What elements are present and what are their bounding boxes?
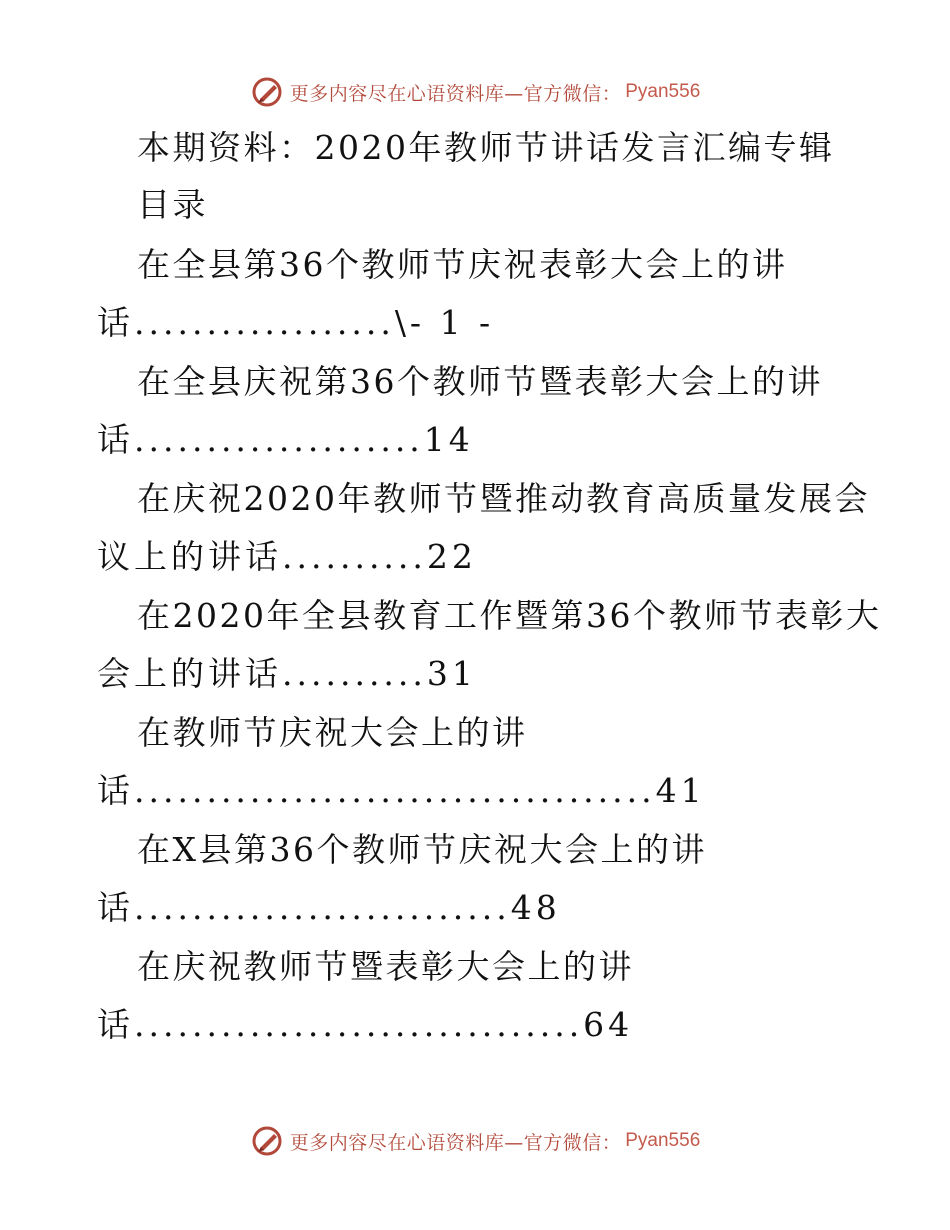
toc-entry-title: 在2020年全县教育工作暨第36个教师节表彰大 (137, 596, 882, 635)
document-title: 本期资料：2020年教师节讲话发言汇编专辑 (137, 128, 835, 167)
toc-entry-title: 在庆祝2020年教师节暨推动教育高质量发展会 (137, 479, 870, 518)
toc-entry-title: 在庆祝教师节暨表彰大会上的讲 (137, 947, 634, 986)
toc-heading: 目录 (137, 185, 208, 224)
watermark-text: 更多内容尽在心语资料库—官方微信： (289, 82, 622, 105)
toc-entry-leader: 话..........................48 (97, 888, 561, 927)
toc-entry-leader: 话....................................41 (97, 771, 706, 810)
toc-entry-leader: 话..................\- 1 - (97, 303, 495, 342)
toc-entry-title: 在全县庆祝第36个教师节暨表彰大会上的讲 (137, 362, 823, 401)
toc-entry-title: 在教师节庆祝大会上的讲 (137, 713, 528, 752)
toc-entry-leader: 议上的讲话..........22 (97, 537, 477, 576)
pen-logo-icon (250, 1124, 284, 1158)
toc-entry-leader: 会上的讲话..........31 (97, 654, 477, 693)
watermark-text: 更多内容尽在心语资料库—官方微信： (289, 1131, 622, 1154)
toc-entry-title: 在X县第36个教师节庆祝大会上的讲 (137, 830, 707, 869)
watermark-wechat-id: Pyan556 (625, 1130, 701, 1151)
toc-entry-title: 在全县第36个教师节庆祝表彰大会上的讲 (137, 245, 788, 284)
footer-watermark (0, 1121, 950, 1161)
watermark-wechat-id: Pyan556 (625, 81, 701, 102)
toc-entry-leader: 话....................14 (97, 420, 474, 459)
toc-entry-leader: 话...............................64 (97, 1005, 634, 1044)
